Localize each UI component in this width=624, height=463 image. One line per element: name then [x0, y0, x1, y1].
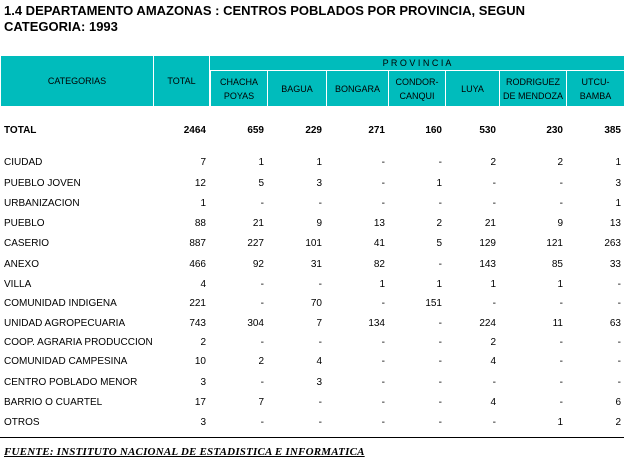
row-province-value: 7 [316, 318, 322, 329]
row-total-value: 3 [200, 417, 206, 428]
row-province-value: 3 [615, 178, 621, 189]
row-province-value: 1 [258, 157, 264, 168]
title-line-1: 1.4 DEPARTAMENTO AMAZONAS : CENTROS POBLADOS POR PROVINCIA, SEGUN [4, 3, 526, 18]
row-province-value: 1 [316, 157, 322, 168]
province-name-line-1: UTCU- [581, 76, 610, 87]
row-label: COMUNIDAD INDIGENA [4, 298, 117, 309]
title-line-2: CATEGORIA: 1993 [4, 19, 118, 34]
row-province-value: - [260, 417, 264, 428]
row-label: CIUDAD [4, 157, 43, 168]
province-name-line-2: DE MENDOZA [502, 90, 563, 101]
row-label: UNIDAD AGROPECUARIA [4, 318, 126, 329]
header-province-1 [211, 71, 267, 106]
row-province-value: 1 [379, 279, 385, 290]
row-province-value: - [438, 157, 442, 168]
row-province-value: 3 [316, 178, 322, 189]
row-province-value: 2 [490, 157, 496, 168]
row-label: BARRIO O CUARTEL [4, 397, 103, 408]
row-province-value: - [260, 337, 264, 348]
row-label: TOTAL [4, 125, 37, 136]
province-name-line-1: CONDOR- [395, 76, 439, 87]
row-province-value: 160 [425, 125, 442, 136]
row-province-value: 271 [368, 125, 385, 136]
row-total-value: 2 [200, 337, 206, 348]
row-province-value: - [617, 279, 621, 290]
row-province-value: 2 [258, 356, 264, 367]
row-province-value: - [617, 356, 621, 367]
row-province-value: - [260, 298, 264, 309]
row-province-value: 101 [305, 238, 322, 249]
row-province-value: 134 [368, 318, 385, 329]
row-province-value: 1 [615, 198, 621, 209]
row-province-value: 21 [252, 218, 264, 229]
row-province-value: - [381, 337, 385, 348]
row-province-value: - [381, 198, 385, 209]
row-province-value: 1 [557, 417, 563, 428]
header-categorias: CATEGORIAS [1, 56, 153, 106]
row-province-value: - [260, 198, 264, 209]
row-total-value: 10 [194, 356, 206, 367]
row-province-value: - [559, 337, 563, 348]
row-label: VILLA [4, 279, 32, 290]
row-total-value: 221 [189, 298, 206, 309]
row-province-value: 7 [258, 397, 264, 408]
row-province-value: - [381, 178, 385, 189]
province-name-line-1: CHACHA [219, 76, 258, 87]
row-province-value: 21 [484, 218, 496, 229]
row-province-value: 121 [546, 238, 563, 249]
row-province-value: 2 [436, 218, 442, 229]
row-total-value: 88 [194, 218, 206, 229]
header-province-6 [500, 71, 566, 106]
row-province-value: 230 [546, 125, 563, 136]
row-province-value: - [260, 279, 264, 290]
row-total-value: 1 [200, 198, 206, 209]
row-province-value: - [559, 377, 563, 388]
row-province-value: - [492, 298, 496, 309]
row-total-value: 12 [194, 178, 206, 189]
row-province-value: 70 [310, 298, 322, 309]
row-total-value: 3 [200, 377, 206, 388]
row-province-value: - [381, 157, 385, 168]
row-total-value: 17 [194, 397, 206, 408]
row-province-value: - [381, 397, 385, 408]
row-province-value: - [438, 377, 442, 388]
row-province-value: 304 [247, 318, 264, 329]
row-province-value: 227 [247, 238, 264, 249]
row-province-value: - [381, 356, 385, 367]
row-province-value: - [559, 298, 563, 309]
row-province-value: - [438, 356, 442, 367]
row-total-value: 2464 [183, 125, 206, 136]
row-total-value: 466 [189, 259, 206, 270]
row-province-value: 2 [490, 337, 496, 348]
row-province-value: - [617, 377, 621, 388]
row-province-value: - [492, 417, 496, 428]
row-province-value: 33 [609, 259, 621, 270]
row-province-value: 9 [557, 218, 563, 229]
row-province-value: 9 [316, 218, 322, 229]
row-province-value: 2 [557, 157, 563, 168]
row-province-value: - [617, 337, 621, 348]
row-province-value: 129 [479, 238, 496, 249]
row-province-value: 31 [310, 259, 322, 270]
header-provincia: P R O V I N C I A [210, 56, 624, 70]
row-province-value: 4 [490, 356, 496, 367]
row-province-value: 85 [551, 259, 563, 270]
row-province-value: 1 [436, 279, 442, 290]
header-province-2 [268, 71, 326, 106]
row-total-value: 743 [189, 318, 206, 329]
row-province-value: 11 [552, 318, 563, 329]
row-province-value: - [381, 377, 385, 388]
source-footer: FUENTE: INSTITUTO NACIONAL DE ESTADISTICA E INFORMATICA [4, 446, 365, 458]
row-label: COMUNIDAD CAMPESINA [4, 356, 128, 367]
row-province-value: - [559, 397, 563, 408]
row-province-value: - [559, 178, 563, 189]
row-province-value: 5 [436, 238, 442, 249]
row-total-value: 4 [200, 279, 206, 290]
row-province-value: - [492, 178, 496, 189]
header-province-5 [446, 71, 499, 106]
row-province-value: 385 [604, 125, 621, 136]
row-province-value: - [381, 298, 385, 309]
row-province-value: 1 [615, 157, 621, 168]
row-province-value: 143 [479, 259, 496, 270]
row-province-value: 4 [316, 356, 322, 367]
row-label: PUEBLO [4, 218, 45, 229]
province-name-line-1: RODRIGUEZ [506, 76, 560, 87]
row-province-value: 41 [373, 238, 385, 249]
row-total-value: 7 [200, 157, 206, 168]
row-province-value: - [438, 417, 442, 428]
table-title [4, 3, 616, 35]
row-province-value: - [381, 417, 385, 428]
row-province-value: - [318, 198, 322, 209]
row-province-value: 13 [373, 218, 385, 229]
row-province-value: 2 [615, 417, 621, 428]
row-province-value: - [492, 377, 496, 388]
province-name-line-2: POYAS [223, 90, 255, 101]
province-name-line-1: BAGUA [281, 83, 313, 94]
row-province-value: - [438, 337, 442, 348]
row-label: PUEBLO JOVEN [4, 178, 81, 189]
table-bottom-rule [0, 437, 624, 438]
row-label: ANEXO [4, 259, 40, 270]
row-province-value: - [438, 198, 442, 209]
row-province-value: 1 [436, 178, 442, 189]
row-total-value: 887 [189, 238, 206, 249]
row-province-value: 63 [609, 318, 621, 329]
row-province-value: - [617, 298, 621, 309]
row-label: COOP. AGRARIA PRODUCCION [4, 337, 153, 348]
header-province-3 [327, 71, 388, 106]
row-province-value: 5 [258, 178, 264, 189]
province-name-line-1: LUYA [461, 83, 484, 94]
row-province-value: 1 [557, 279, 563, 290]
header-province-4 [389, 71, 445, 106]
row-province-value: - [438, 397, 442, 408]
row-province-value: - [318, 279, 322, 290]
row-province-value: 263 [604, 238, 621, 249]
province-name-line-2: CANQUI [399, 90, 435, 101]
row-label: CASERIO [4, 238, 50, 249]
row-province-value: - [438, 318, 442, 329]
row-province-value: 530 [479, 125, 496, 136]
province-name-line-2: BAMBA [579, 90, 612, 101]
row-province-value: 659 [247, 125, 264, 136]
row-province-value: 6 [615, 397, 621, 408]
row-province-value: - [318, 397, 322, 408]
row-province-value: - [438, 259, 442, 270]
row-label: OTROS [4, 417, 40, 428]
row-province-value: - [492, 198, 496, 209]
row-province-value: 13 [609, 218, 621, 229]
row-province-value: 4 [490, 397, 496, 408]
province-name-line-1: BONGARA [334, 83, 380, 94]
row-label: URBANIZACION [4, 198, 80, 209]
row-province-value: - [559, 356, 563, 367]
row-province-value: 1 [490, 279, 496, 290]
row-province-value: - [559, 198, 563, 209]
row-province-value: 229 [305, 125, 322, 136]
header-total: TOTAL [154, 56, 209, 106]
row-province-value: 3 [316, 377, 322, 388]
row-province-value: - [260, 377, 264, 388]
row-province-value: 224 [479, 318, 496, 329]
row-province-value: 82 [373, 259, 385, 270]
row-label: CENTRO POBLADO MENOR [4, 377, 138, 388]
row-province-value: - [318, 417, 322, 428]
row-province-value: 92 [252, 259, 264, 270]
row-province-value: - [318, 337, 322, 348]
row-province-value: 151 [425, 298, 442, 309]
header-province-7 [567, 71, 624, 106]
